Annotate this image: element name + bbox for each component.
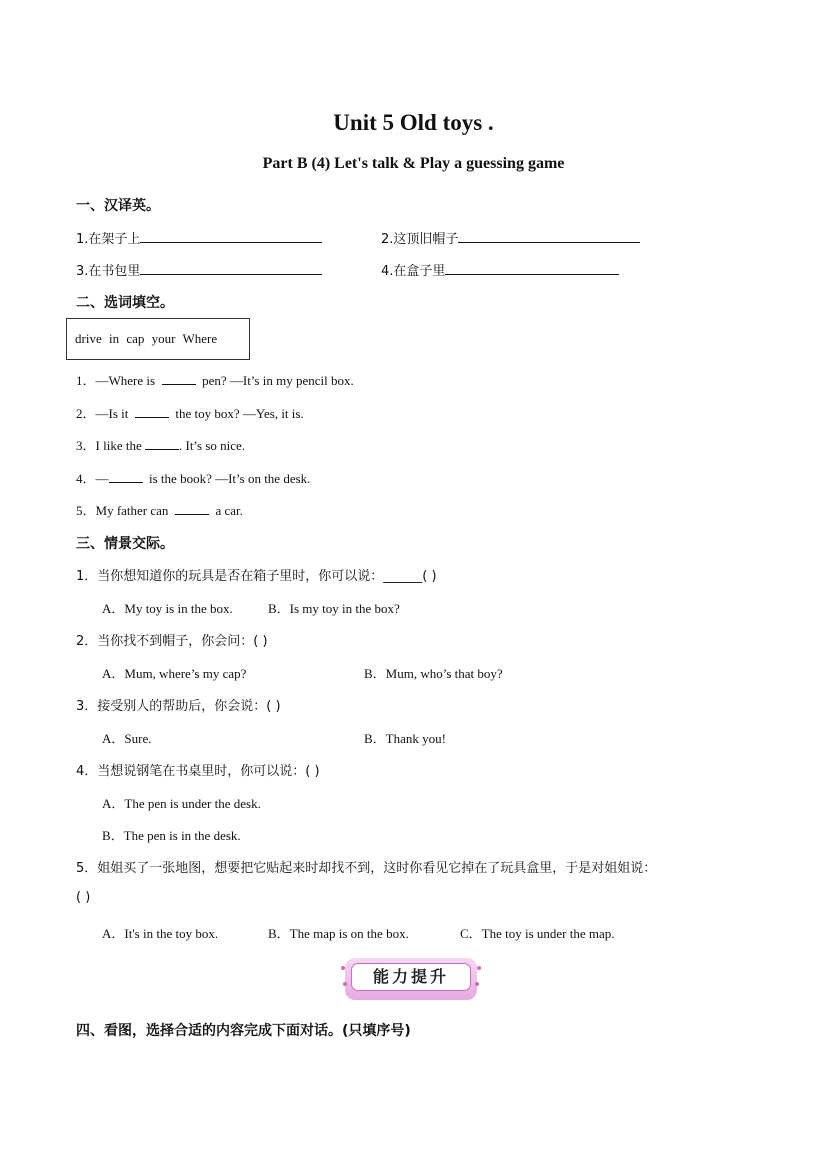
decor-dot-icon: [341, 966, 345, 970]
translation-item-1: [76, 228, 322, 247]
question-2-option-b: B．Mum, who’s that boy?: [364, 666, 503, 681]
question-1-option-b: B．Is my toy in the box?: [268, 601, 400, 616]
question-2: 2．当你找不到帽子，你会问：( ): [76, 634, 268, 649]
section-4-heading: 四、看图，选择合适的内容完成下面对话。(只填序号): [76, 1023, 411, 1039]
question-2-option-a: A．Mum, where’s my cap?: [102, 666, 247, 681]
translation-item-2-label: 2.这顶旧帽子: [381, 232, 459, 247]
section-1-heading: 一、汉译英。: [76, 198, 160, 214]
decor-dot-icon: [477, 966, 481, 970]
question-5: 5．姐姐买了一张地图，想要把它贴起来时却找不到，这时你看见它掉在了玩具盒里，于是对姐姐说：: [76, 861, 657, 876]
translation-item-4: [381, 260, 619, 279]
answer-blank[interactable]: [140, 260, 322, 275]
translation-item-3: [76, 260, 322, 279]
page-title: Unit 5 Old toys .: [333, 110, 494, 135]
answer-blank[interactable]: [162, 370, 196, 385]
translation-item-1-label: 1.在架子上: [76, 232, 141, 247]
item-number: 5．: [76, 503, 96, 518]
question-3-option-a: A．Sure.: [102, 731, 152, 746]
fill-item-5: [76, 500, 243, 519]
page-subtitle: Part B (4) Let's talk & Play a guessing game: [262, 155, 565, 172]
answer-blank[interactable]: [445, 260, 619, 275]
ability-banner: [345, 958, 477, 1000]
fill-item-3: [76, 435, 245, 454]
question-1-option-a: A．My toy is in the box.: [102, 601, 233, 616]
answer-blank[interactable]: [135, 403, 169, 418]
question-5-option-a: A．It's in the toy box.: [102, 926, 219, 941]
item-text-before: —: [95, 471, 109, 486]
item-text-after: pen? —It’s in my pencil box.: [202, 373, 354, 388]
answer-blank[interactable]: [458, 228, 640, 243]
fill-item-1: [76, 370, 354, 389]
answer-blank[interactable]: [175, 500, 209, 515]
item-text-after: is the book? —It’s on the desk.: [149, 471, 311, 486]
item-number: 2．: [76, 406, 96, 421]
section-2-heading: 二、选词填空。: [76, 295, 174, 311]
answer-blank[interactable]: [145, 435, 179, 450]
translation-item-4-label: 4.在盒子里: [381, 264, 446, 279]
item-number: 1．: [76, 373, 96, 388]
decor-dot-icon: [343, 982, 347, 986]
question-4: 4．当想说钢笔在书桌里时，你可以说：( ): [76, 764, 320, 779]
question-5-option-c: C．The toy is under the map.: [460, 926, 615, 941]
answer-blank[interactable]: [140, 228, 322, 243]
translation-item-2: [381, 228, 640, 247]
question-3: 3．接受别人的帮助后，你会说：( ): [76, 699, 281, 714]
question-3-option-b: B．Thank you!: [364, 731, 446, 746]
fill-item-2: [76, 403, 304, 422]
fill-item-4: [76, 468, 310, 487]
banner-label: 能力提升: [351, 963, 471, 991]
section-3-heading: 三、情景交际。: [76, 536, 174, 552]
item-number: 3．: [76, 438, 96, 453]
item-text-after: a car.: [215, 503, 243, 518]
item-number: 4．: [76, 471, 96, 486]
item-text-before: —Where is: [95, 373, 156, 388]
word-bank-box: drive in cap your Where: [66, 318, 250, 360]
item-text-before: My father can: [95, 503, 169, 518]
decor-dot-icon: [475, 982, 479, 986]
item-text-before: I like the: [95, 438, 142, 453]
question-5-paren: ( ): [76, 890, 91, 905]
translation-item-3-label: 3.在书包里: [76, 264, 141, 279]
question-5-option-b: B．The map is on the box.: [268, 926, 409, 941]
item-text-after: . It’s so nice.: [178, 438, 246, 453]
question-4-option-b: B．The pen is in the desk.: [102, 828, 241, 843]
answer-blank[interactable]: [109, 468, 143, 483]
question-4-option-a: A．The pen is under the desk.: [102, 796, 261, 811]
question-1: 1．当你想知道你的玩具是否在箱子里时，你可以说：______( ): [76, 569, 437, 584]
item-text-before: —Is it: [95, 406, 129, 421]
item-text-after: the toy box? —Yes, it is.: [175, 406, 304, 421]
